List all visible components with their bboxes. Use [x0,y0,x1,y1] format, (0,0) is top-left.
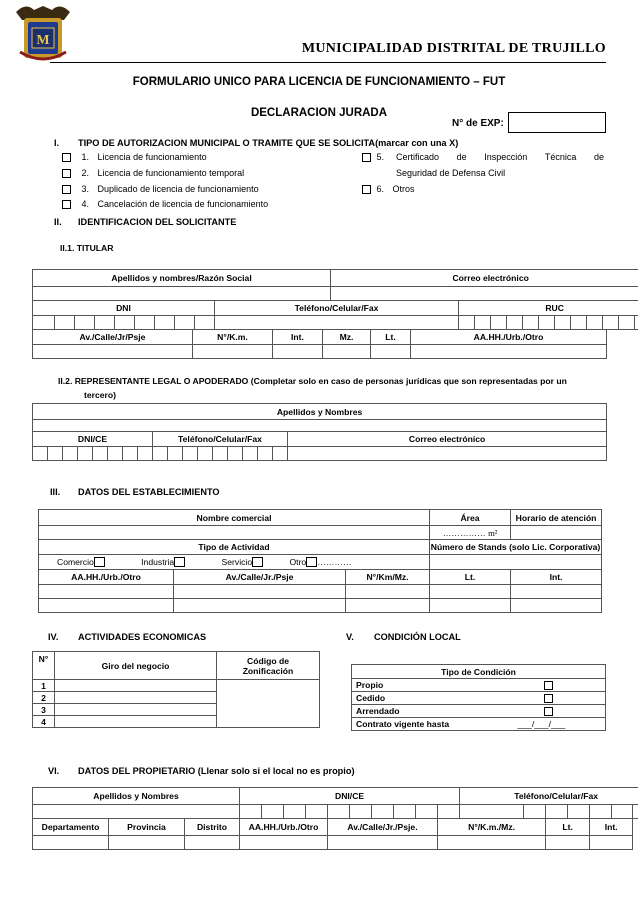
local-condition-table [351,664,606,731]
condition-contract-label: Contrato vigente hasta [356,719,450,729]
option-6-label: Otros [392,184,415,194]
owner-dist-header: Distrito [185,819,240,836]
activity-otro-dots: ………… [317,556,352,567]
est-num-field[interactable] [346,585,430,599]
rep-phone-cell[interactable] [153,447,168,461]
owner-phone-cell[interactable] [612,805,633,819]
dni-digit-cell[interactable] [195,316,215,330]
activity-number-header: N° [33,652,55,680]
owner-dept-field[interactable] [33,836,109,850]
owner-dni-digit-cell[interactable] [350,805,372,819]
ruc-digit-cell[interactable] [587,316,603,330]
option-4 [62,199,268,209]
form-title: FORMULARIO UNICO PARA LICENCIA DE FUNCIONAMIENTO – FUT [132,76,506,88]
contract-date-field[interactable]: ___/___/___ [517,719,566,729]
section5-number: V. [346,632,354,642]
form-subtitle: DECLARACION JURADA [250,107,388,119]
option-3-checkbox[interactable] [62,185,71,194]
owner-names-header: Apellidos y Nombres [33,788,240,805]
activity-options [39,555,430,570]
activity-giro-field[interactable] [55,704,217,716]
activity-industria-checkbox[interactable] [174,557,185,567]
dni-digit-cell[interactable] [33,316,55,330]
option-5-number: 5. [376,152,385,162]
trade-name-field[interactable] [39,526,430,540]
activity-code-field[interactable] [217,680,320,728]
titular-phone-header: Teléfono/Celular/Fax [215,301,459,316]
ruc-digit-cell[interactable] [475,316,491,330]
owner-phone-cell[interactable] [590,805,612,819]
owner-phone-cell[interactable] [524,805,546,819]
rep-dni-digit-cell[interactable] [63,447,78,461]
option-2-number: 2. [81,168,90,178]
est-lt-field[interactable] [430,585,511,599]
condition-contract-row [352,718,606,731]
dni-digit-cell[interactable] [55,316,75,330]
option-5-word: Técnica [544,152,577,162]
titular-subtitle: II.1. TITULAR [60,243,114,253]
activity-code-header [217,652,320,680]
owner-table [32,787,638,850]
titular-name-field[interactable] [33,287,331,301]
trade-name-header: Nombre comercial [39,510,430,526]
rep-phone-cell[interactable] [258,447,273,461]
owner-prov-header: Provincia [109,819,185,836]
section6-title: DATOS DEL PROPIETARIO (Llenar solo si el local no es propio) [78,766,355,776]
representative-email-header: Correo electrónico [288,432,607,447]
owner-int-header: Int. [590,819,633,836]
activity-giro-field[interactable] [55,692,217,704]
representative-names-header: Apellidos y Nombres [33,404,607,420]
ruc-digit-cell[interactable] [459,316,475,330]
rep-dni-digit-cell[interactable] [78,447,93,461]
ruc-digit-cell[interactable] [571,316,587,330]
activity-otro-checkbox[interactable] [306,557,317,567]
est-aahh-field-2[interactable] [39,599,174,613]
est-address-header: Av./Calle/Jr./Psje [174,570,346,585]
titular-address-header: Av./Calle/Jr/Psje [33,330,193,345]
option-3 [62,184,259,194]
section1-title: TIPO DE AUTORIZACION MUNICIPAL O TRAMITE QUE SE SOLICITA(marcar con una X) [78,138,459,148]
rep-phone-cell[interactable] [243,447,258,461]
dni-digit-cell[interactable] [95,316,115,330]
owner-dni-digit-cell[interactable] [438,805,460,819]
option-4-checkbox[interactable] [62,200,71,209]
ruc-digit-cell[interactable] [603,316,619,330]
section6-number: VI. [48,766,60,776]
owner-dni-digit-cell[interactable] [328,805,350,819]
economic-activities-table [32,651,320,728]
section1-number: I. [54,138,60,148]
activity-comercio-checkbox[interactable] [94,557,105,567]
titular-lt-field[interactable] [371,345,411,359]
dni-digit-cell[interactable] [175,316,195,330]
titular-aahh-field[interactable] [411,345,607,359]
titular-dni-header: DNI [33,301,215,316]
titular-table [32,269,638,330]
section3-title: DATOS DEL ESTABLECIMIENTO [78,487,220,497]
representative-subtitle-line2: tercero) [84,390,116,400]
stands-field[interactable] [430,555,602,570]
titular-aahh-header: AA.HH./Urb./Otro [411,330,607,345]
representative-names-field[interactable] [33,420,607,432]
owner-num-header: N°/K.m./Mz. [438,819,546,836]
condition-cedido-checkbox[interactable] [544,694,553,703]
establishment-table [38,509,602,613]
activity-row-number: 1 [33,680,55,692]
rep-phone-cell[interactable] [213,447,228,461]
ruc-digit-cell[interactable] [491,316,507,330]
rep-dni-digit-cell[interactable] [33,447,48,461]
owner-dni-digit-cell[interactable] [262,805,284,819]
est-address-field[interactable] [174,585,346,599]
representative-phone-header: Teléfono/Celular/Fax [153,432,288,447]
area-dots: …………… [442,527,486,538]
titular-email-field[interactable] [331,287,638,301]
section4-title: ACTIVIDADES ECONOMICAS [78,632,207,642]
activity-row-number: 4 [33,716,55,728]
est-aahh-field[interactable] [39,585,174,599]
condition-arrendado-checkbox[interactable] [544,707,553,716]
option-1-number: 1. [81,152,90,162]
option-3-label: Duplicado de licencia de funcionamiento [97,184,259,194]
option-5-word: de [593,152,604,162]
crest-letter: M [36,33,50,48]
representative-dni-header: DNI/CE [33,432,153,447]
area-header: Área [430,510,511,526]
header-divider [50,62,606,63]
condition-propio-checkbox[interactable] [544,681,553,690]
municipality-name: MUNICIPALIDAD DISTRITAL DE TRUJILLO [301,41,606,56]
rep-dni-digit-cell[interactable] [48,447,63,461]
ruc-digit-cell[interactable] [555,316,571,330]
owner-dni-digit-cell[interactable] [306,805,328,819]
option-5-word: de [456,152,467,162]
activity-servicio-label: Servicio [221,556,253,567]
option-5 [362,152,604,162]
activity-code-header-line2: Zonificación [242,665,294,676]
condition-cedido-row [352,692,606,705]
owner-phone-cell[interactable] [633,805,638,819]
dni-digit-cell[interactable] [155,316,175,330]
condition-arrendado-label: Arrendado [356,706,400,716]
option-1-label: Licencia de funcionamiento [97,152,207,162]
rep-dni-digit-cell[interactable] [123,447,138,461]
section3-number: III. [50,487,61,497]
rep-phone-cell[interactable] [198,447,213,461]
titular-numkm-field[interactable] [193,345,273,359]
est-num-field-2[interactable] [346,599,430,613]
activity-row-number: 3 [33,704,55,716]
rep-phone-cell[interactable] [228,447,243,461]
est-num-header: N°/Km/Mz. [346,570,430,585]
titular-int-header: Int. [273,330,323,345]
owner-dist-field[interactable] [185,836,240,850]
condition-propio-row [352,679,606,692]
owner-lt-field[interactable] [546,836,590,850]
option-5-checkbox[interactable] [362,153,371,162]
section2-number: II. [54,217,62,227]
titular-ruc-header: RUC [459,301,638,316]
exp-label: N° de EXP: [452,118,504,129]
owner-prov-field[interactable] [109,836,185,850]
est-lt-field-2[interactable] [430,599,511,613]
titular-int-field[interactable] [273,345,323,359]
est-int-field-2[interactable] [511,599,602,613]
hours-field[interactable] [511,526,602,540]
titular-address-field[interactable] [33,345,193,359]
section5-title: CONDICIÓN LOCAL [374,632,461,642]
titular-phone-field[interactable] [215,316,459,330]
owner-phone-cell[interactable] [460,805,524,819]
representative-email-field[interactable] [288,447,607,461]
condition-arrendado-row [352,705,606,718]
owner-phone-cell[interactable] [568,805,590,819]
section2-title: IDENTIFICACION DEL SOLICITANTE [78,217,237,227]
representative-subtitle: II.2. REPRESENTANTE LEGAL O APODERADO (Completar solo en caso de personas jurídicas que son representadas por un [58,376,567,386]
dni-digit-cell[interactable] [75,316,95,330]
ruc-digit-cell[interactable] [507,316,523,330]
condition-propio-label: Propio [356,680,384,690]
activity-otro-label: Otro [289,556,307,567]
activity-giro-field[interactable] [55,716,217,728]
rep-phone-cell[interactable] [183,447,198,461]
option-5-word: Inspección [484,152,528,162]
titular-numkm-header: N°/K.m. [193,330,273,345]
condition-cedido-label: Cedido [356,693,386,703]
area-field[interactable] [430,526,511,540]
owner-dni-digit-cell[interactable] [416,805,438,819]
owner-lt-header: Lt. [546,819,590,836]
option-3-number: 3. [81,184,90,194]
rep-dni-digit-cell[interactable] [138,447,153,461]
titular-mz-header: Mz. [323,330,371,345]
owner-aahh-header: AA.HH./Urb./Otro [240,819,328,836]
activity-code-header-line1: Código de [246,655,289,666]
hours-header: Horario de atención [511,510,602,526]
owner-phone-header: Teléfono/Celular/Fax [460,788,638,805]
option-2 [62,168,244,178]
rep-phone-cell[interactable] [273,447,288,461]
activity-type-header: Tipo de Actividad [39,540,430,555]
municipal-crest-logo [12,2,74,64]
owner-address-field[interactable] [328,836,438,850]
titular-name-header: Apellidos y nombres/Razón Social [33,270,331,287]
activity-giro-header: Giro del negocio [55,652,217,680]
condition-type-header: Tipo de Condición [352,665,606,679]
ruc-digit-cell[interactable] [619,316,635,330]
option-6 [362,184,415,194]
est-int-header: Int. [511,570,602,585]
option-6-number: 6. [376,184,385,194]
owner-aahh-field[interactable] [240,836,328,850]
representative-table [32,403,607,461]
titular-mz-field[interactable] [323,345,371,359]
option-5-label-line2: Seguridad de Defensa Civil [396,168,506,178]
option-1-checkbox[interactable] [62,153,71,162]
option-2-label: Licencia de funcionamiento temporal [97,168,245,178]
area-unit: m² [488,527,498,538]
est-address-field-2[interactable] [174,599,346,613]
owner-int-field[interactable] [590,836,633,850]
est-int-field[interactable] [511,585,602,599]
owner-dni-digit-cell[interactable] [240,805,262,819]
dni-digit-cell[interactable] [135,316,155,330]
stands-header: Número de Stands (solo Lic. Corporativa) [430,540,602,555]
owner-address-header: Av./Calle/Jr./Psje. [328,819,438,836]
owner-num-field[interactable] [438,836,546,850]
owner-dni-digit-cell[interactable] [372,805,394,819]
activity-giro-field[interactable] [55,680,217,692]
rep-dni-digit-cell[interactable] [108,447,123,461]
exp-number-field[interactable] [508,112,606,133]
option-6-checkbox[interactable] [362,185,371,194]
activity-industria-label: Industria [141,556,175,567]
option-5-word: Certificado [396,152,440,162]
section4-number: IV. [48,632,59,642]
owner-names-field[interactable] [33,805,240,819]
owner-dni-digit-cell[interactable] [394,805,416,819]
titular-lt-header: Lt. [371,330,411,345]
rep-dni-digit-cell[interactable] [93,447,108,461]
est-aahh-header: AA.HH./Urb./Otro [39,570,174,585]
option-4-label: Cancelación de licencia de funcionamiento [97,199,269,209]
option-4-number: 4. [81,199,90,209]
ruc-digit-cell[interactable] [539,316,555,330]
ruc-digit-cell[interactable] [523,316,539,330]
owner-dni-header: DNI/CE [240,788,460,805]
owner-dept-header: Departamento [33,819,109,836]
activity-row-number: 2 [33,692,55,704]
dni-digit-cell[interactable] [115,316,135,330]
owner-dni-digit-cell[interactable] [284,805,306,819]
rep-phone-cell[interactable] [168,447,183,461]
ruc-digit-cell[interactable] [635,316,638,330]
activity-servicio-checkbox[interactable] [252,557,263,567]
activity-comercio-label: Comercio [57,556,94,567]
option-2-checkbox[interactable] [62,169,71,178]
owner-phone-cell[interactable] [546,805,568,819]
option-5-label [396,152,604,162]
option-1 [62,152,207,162]
titular-address-table [32,329,607,359]
est-lt-header: Lt. [430,570,511,585]
titular-email-header: Correo electrónico [331,270,638,287]
